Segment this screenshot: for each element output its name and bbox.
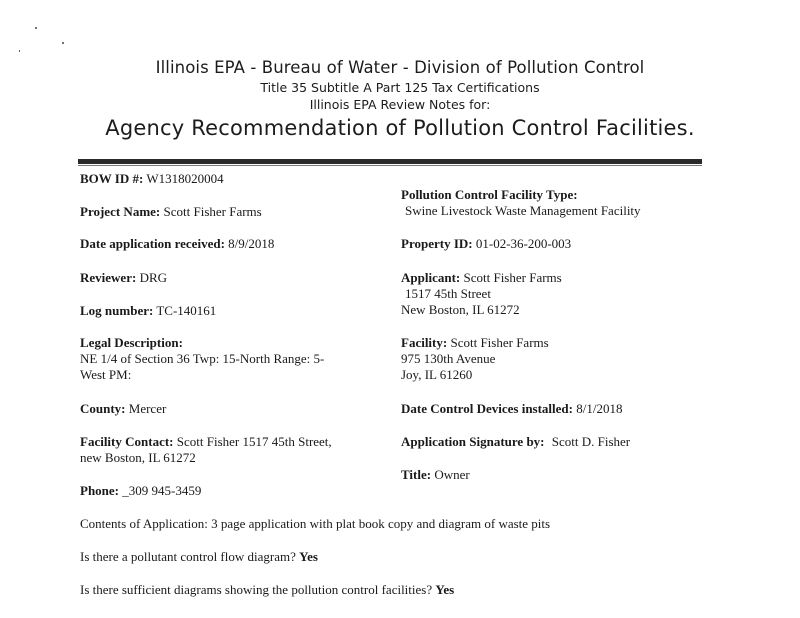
property-id-value: 01-02-36-200-003	[475, 236, 572, 251]
title-value: Owner	[434, 467, 470, 482]
facility-line-3: Joy, IL 61260	[401, 367, 473, 382]
applicant-field	[401, 270, 562, 286]
facility-contact-value: Scott Fisher 1517 45th Street,	[176, 434, 332, 449]
bow-id-label: BOW ID #:	[80, 171, 144, 186]
question-diagrams-answer: Yes	[435, 582, 455, 597]
date-installed-field	[401, 401, 622, 417]
log-number-field	[80, 303, 216, 319]
applicant-line-2: 1517 45th Street	[405, 286, 491, 301]
contents-label: Contents of Application:	[80, 516, 208, 531]
scan-speck	[19, 50, 20, 52]
signature-field	[401, 434, 630, 450]
legal-description-line-2: West PM:	[80, 367, 132, 382]
header-rule	[78, 159, 702, 164]
applicant-label: Applicant:	[401, 270, 461, 285]
reviewer-label: Reviewer:	[80, 270, 137, 285]
question-flow-diagram	[80, 549, 318, 565]
applicant-line-3: New Boston, IL 61272	[401, 302, 520, 317]
document-title: Agency Recommendation of Pollution Control Facilities.	[105, 116, 695, 140]
header-line-1: Illinois EPA - Bureau of Water - Division of Pollution Control	[155, 58, 645, 77]
question-diagrams	[80, 582, 454, 598]
log-number-value: TC-140161	[156, 303, 217, 318]
log-number-label: Log number:	[80, 303, 154, 318]
date-installed-label: Date Control Devices installed:	[401, 401, 573, 416]
reviewer-field	[80, 270, 167, 286]
bow-id-field	[80, 171, 224, 187]
facility-label: Facility:	[401, 335, 448, 350]
applicant-value: Scott Fisher Farms	[463, 270, 562, 285]
question-flow-diagram-text: Is there a pollutant control flow diagram?	[80, 549, 296, 564]
facility-type-value: Swine Livestock Waste Management Facility	[405, 203, 641, 218]
project-name-value: Scott Fisher Farms	[163, 204, 262, 219]
phone-label: Phone:	[80, 483, 119, 498]
header-rule-thin	[78, 165, 702, 166]
contents-value: 3 page application with plat book copy and diagram of waste pits	[211, 516, 551, 531]
facility-type-label: Pollution Control Facility Type:	[401, 187, 578, 202]
phone-field	[80, 483, 201, 499]
signature-value: Scott D. Fisher	[551, 434, 631, 449]
legal-description-line-1: NE 1/4 of Section 36 Twp: 15-North Range: 5-	[80, 351, 325, 366]
project-name-label: Project Name:	[80, 204, 161, 219]
county-label: County:	[80, 401, 126, 416]
legal-description-label: Legal Description:	[80, 335, 183, 350]
bow-id-value: W1318020004	[146, 171, 224, 186]
facility-line-2: 975 130th Avenue	[401, 351, 496, 366]
signature-label: Application Signature by:	[401, 434, 545, 449]
property-id-field	[401, 236, 571, 252]
county-value: Mercer	[128, 401, 167, 416]
header-line-3: Illinois EPA Review Notes for:	[309, 97, 491, 112]
date-installed-value: 8/1/2018	[576, 401, 623, 416]
scan-speck	[35, 27, 37, 29]
facility-contact-label: Facility Contact:	[80, 434, 174, 449]
contents-line	[80, 516, 550, 532]
title-label: Title:	[401, 467, 432, 482]
header-line-2: Title 35 Subtitle A Part 125 Tax Certifications	[260, 80, 540, 95]
reviewer-value: DRG	[139, 270, 168, 285]
facility-field	[401, 335, 549, 351]
project-name-field	[80, 204, 262, 220]
question-flow-diagram-answer: Yes	[299, 549, 318, 564]
county-field	[80, 401, 166, 417]
date-received-field	[80, 236, 274, 252]
date-received-label: Date application received:	[80, 236, 225, 251]
phone-value: _309 945-3459	[122, 483, 202, 498]
facility-value: Scott Fisher Farms	[450, 335, 549, 350]
question-diagrams-text: Is there sufficient diagrams showing the pollution control facilities?	[80, 582, 433, 597]
facility-contact-line-2: new Boston, IL 61272	[80, 450, 196, 465]
date-received-value: 8/9/2018	[228, 236, 275, 251]
title-field	[401, 467, 470, 483]
facility-contact-field	[80, 434, 332, 450]
property-id-label: Property ID:	[401, 236, 473, 251]
scan-speck	[62, 42, 64, 44]
